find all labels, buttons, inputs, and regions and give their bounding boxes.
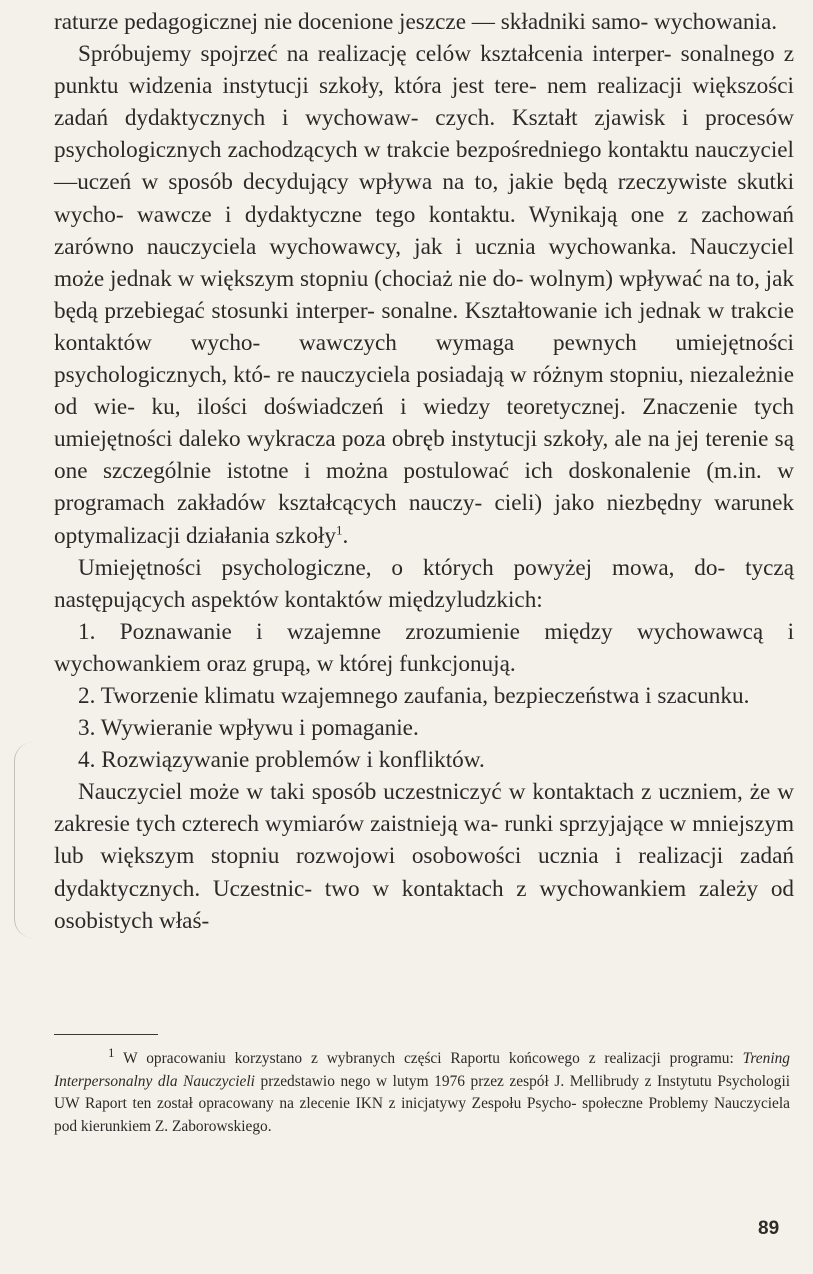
footnote-mark: 1 — [108, 1044, 115, 1060]
text-line: i wychowankiem oraz grupą, w której funkcjonują. — [54, 618, 795, 677]
footnote-separator — [54, 1034, 158, 1035]
main-text — [54, 6, 794, 937]
text-line: raturze pedagogicznej nie docenione jeszcze — składniki samo- — [54, 9, 649, 35]
text-line: czych. Kształt zjawisk i procesów psychologicznych zachodzących — [54, 105, 795, 164]
sentence-end: . — [342, 522, 349, 549]
text-line: na jej terenie są one szczególnie istotne i można postulować ich — [54, 426, 795, 485]
text-line: two w kontaktach z wychowankiem zależy od osobistych właś- — [54, 875, 795, 934]
text-line: Spróbujemy spojrzeć na realizację celów kształcenia interper- — [78, 41, 672, 68]
list-item-2 — [54, 680, 794, 712]
text-line: 3. Wywieranie wpływu i pomaganie. — [78, 715, 419, 742]
footnote-text-end: przedstawio nego w lutym 1976 przez zespół J. Mellibrudy z Instytutu Psychologii UW Raport ten został opracowany na zlecenie IKN z inicjatywy Zespołu Psycho- społeczne Problemy Nauczyciela pod kierunkiem Z. Zaborowskiego. — [54, 1072, 790, 1135]
text-line: wawczych wymaga pewnych umiejętności psychologicznych, któ- — [54, 329, 794, 389]
list-item-3 — [54, 712, 794, 744]
footnote-text-start: W opracowaniu korzystano z wybranych części Raportu końcowego z realizacji programu: — [114, 1050, 743, 1067]
text-line: 1. Poznawanie i wzajemne zrozumienie między wychowawcą — [78, 618, 764, 645]
text-line: sonalne. Kształtowanie ich jednak w trakcie kontaktów wycho- — [54, 297, 794, 356]
footnote-cited-title: Trening Interpersonalny dla Nauczycieli — [54, 1050, 790, 1090]
text-line: Nauczyciel może jednak w większym stopniu (chociaż nie do- — [54, 233, 794, 292]
list-item-1 — [54, 616, 794, 680]
paragraph-continuation — [54, 6, 794, 38]
footnote — [54, 1044, 790, 1138]
pencil-margin-mark — [14, 742, 33, 938]
text-line: i szacunku. — [645, 682, 750, 709]
text-line: wolnym) wpływać na to, jak będą przebiegać stosunki interper- — [54, 265, 795, 324]
footnote-text — [54, 1044, 790, 1138]
text-line: decydujący wpływa na to, jakie będą rzeczywiste skutki wycho- — [54, 169, 795, 228]
list-item-4 — [54, 744, 794, 776]
text-line: 4. Rozwiązywanie problemów i konfliktów. — [78, 747, 485, 774]
paragraph-closing — [54, 776, 794, 936]
text-line: zarówno nauczyciela wychowawcy, jak i ucznia wychowanka. — [54, 233, 677, 260]
footnote-reference: 1 — [336, 521, 343, 537]
text-line: z uczniem, że w zakresie tych czterech wymiarów zaistnieją wa- — [54, 779, 795, 838]
text-line: tyczą następujących aspektów kontaktów międzyludzkich: — [54, 554, 795, 613]
paragraph-interpersonal-goals — [54, 38, 794, 552]
page-number: 89 — [758, 1218, 780, 1239]
text-line: w trakcie bezpośredniego kontaktu nauczyciel—uczeń w sposób — [54, 137, 795, 196]
text-line: nem realizacji większości zadań dydaktycznych i wychowaw- — [54, 73, 794, 132]
text-line: sonalnego z punktu widzenia instytucji szkoły, która jest tere- — [54, 41, 795, 100]
text-line: 2. Tworzenie klimatu wzajemnego zaufania, bezpieczeństwa — [78, 682, 640, 709]
text-line: wawcze i dydaktyczne tego kontaktu. Wynikają one z zachowań — [136, 201, 795, 228]
text-line: Nauczyciel może w taki sposób uczestniczyć w kontaktach — [78, 779, 635, 806]
text-line: re nauczyciela posiadają w różnym stopniu, niezależnie od wie- — [54, 362, 794, 421]
text-line: wychowania. — [654, 9, 778, 35]
text-line: cieli) jako niezbędny warunek optymalizacji działania szkoły — [54, 490, 794, 549]
text-line: osobowości ucznia i realizacji zadań dydaktycznych. Uczestnic- — [54, 843, 794, 902]
text-line: umiejętności daleko wykracza poza obręb instytucji szkoły, ale — [54, 426, 642, 453]
text-line: doskonalenie (m.in. w programach zakładów kształcących nauczy- — [54, 458, 794, 517]
text-line: Umiejętności psychologiczne, o których powyżej mowa, do- — [78, 554, 726, 581]
text-line: runki sprzyjające w mniejszym lub większym stopniu rozwojowi — [54, 811, 794, 870]
paragraph-skills-intro — [54, 552, 794, 616]
text-line: ku, ilości doświadczeń i wiedzy teoretycznej. Znaczenie tych — [151, 394, 795, 421]
